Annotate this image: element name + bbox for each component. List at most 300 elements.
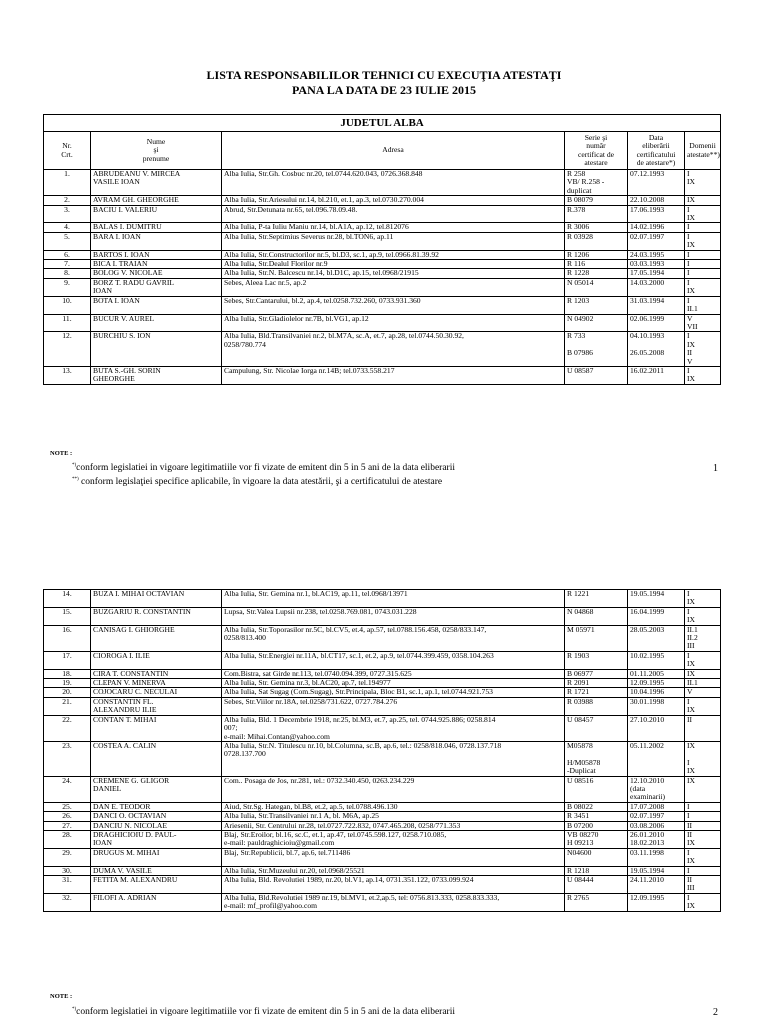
domain-cell xyxy=(685,830,721,848)
nr-cell xyxy=(44,830,91,848)
name-cell xyxy=(91,679,222,688)
nr-cell xyxy=(44,802,91,811)
table-row xyxy=(44,278,721,296)
cell-line: B 07986 xyxy=(567,348,593,358)
nr-cell xyxy=(44,812,91,821)
cell-line: 32. xyxy=(62,893,72,902)
name-cell xyxy=(91,260,222,269)
cell-line: Nume xyxy=(146,136,166,146)
name-cell xyxy=(91,205,222,223)
cert-cell xyxy=(565,802,628,811)
cell-line: 14. xyxy=(62,589,72,598)
cell-line: R 03928 xyxy=(567,232,593,241)
cell-line: 11. xyxy=(62,314,72,323)
county-header: JUDETUL ALBA xyxy=(44,115,721,132)
nr-cell xyxy=(44,715,91,741)
nr-cell xyxy=(44,893,91,911)
col-header-date xyxy=(628,132,685,170)
cell-line: CANISAG I. GHIORGHE xyxy=(93,625,175,634)
cell-line xyxy=(687,750,718,758)
cell-line: 19.05.1994 xyxy=(630,589,665,598)
name-cell xyxy=(91,697,222,715)
cell-line: IX xyxy=(687,741,696,750)
cell-line: Alba Iulia, P-ta Iuliu Maniu nr.14, bl.A1A, ap.12, tel.812076 xyxy=(224,222,409,232)
address-cell xyxy=(222,876,565,894)
address-cell xyxy=(222,821,565,830)
nr-cell xyxy=(44,741,91,776)
cell-line: R 2765 xyxy=(567,893,590,902)
table-row xyxy=(44,651,721,669)
cell-line: BACIU I. VALERIU xyxy=(93,205,158,214)
nr-cell xyxy=(44,776,91,802)
address-cell xyxy=(222,607,565,625)
note-1-page2 xyxy=(72,1007,455,1017)
date-cell xyxy=(628,278,685,296)
cell-line: Alba Iulia, Str. Gemina nr.1, bl.AC19, ap.11, tel.0968/13971 xyxy=(224,589,408,598)
date-cell xyxy=(628,196,685,205)
cell-line: 25. xyxy=(62,802,72,811)
cell-line: 03.03.1993 xyxy=(630,259,665,269)
date-cell xyxy=(628,876,685,894)
date-cell xyxy=(628,679,685,688)
cert-cell xyxy=(565,776,628,802)
cell-line: CONSTANTIN FL. xyxy=(93,697,154,706)
cell-line: R.378 xyxy=(567,205,586,214)
table-row xyxy=(44,625,721,651)
cell-line: II.1 xyxy=(687,304,698,314)
cell-line: 14.02.1996 xyxy=(630,222,665,232)
cell-line: examinarii) xyxy=(630,792,665,802)
cell-line: 26.01.2010 xyxy=(630,830,665,839)
name-cell xyxy=(91,170,222,196)
nr-cell xyxy=(44,296,91,314)
domain-cell xyxy=(685,776,721,802)
table-row xyxy=(44,232,721,250)
table-row xyxy=(44,205,721,223)
cell-line: BUCUR V. AUREL xyxy=(93,314,155,323)
cert-cell xyxy=(565,821,628,830)
cell-line: I xyxy=(687,169,690,178)
date-cell xyxy=(628,260,685,269)
domain-cell xyxy=(685,741,721,776)
cell-line: BURCHIU S. ION xyxy=(93,331,151,341)
name-cell xyxy=(91,607,222,625)
cell-line: Lupsa, Str.Valea Lupsii nr.238, tel.0258.769.081, 0743.031.228 xyxy=(224,607,417,616)
cell-line: I xyxy=(687,802,690,811)
cell-line: Alba Iulia, Str.Transilvaniei nr.1 A, bl. M6A, ap.25 xyxy=(224,811,379,821)
address-cell xyxy=(222,278,565,296)
cell-line: Alba Iulia, Str.Energiei nr.11A, bl.CT17, sc.1, et.2, ap.9, tel.0744.399.459, 0358.104.263 xyxy=(224,651,494,660)
cell-line: R 3451 xyxy=(567,811,590,821)
nr-cell xyxy=(44,232,91,250)
cert-cell xyxy=(565,250,628,259)
address-cell xyxy=(222,170,565,196)
cell-line: I xyxy=(687,232,690,241)
cell-line: R 3006 xyxy=(567,222,590,232)
date-cell xyxy=(628,366,685,384)
name-cell xyxy=(91,876,222,894)
cell-line: R 1203 xyxy=(567,296,590,305)
name-cell xyxy=(91,366,222,384)
cell-line: 28. xyxy=(62,830,72,839)
cert-cell xyxy=(565,296,628,314)
cell-line: Alba Iulia, Str.Septimius Severus nr.28, bl.TON6, ap.11 xyxy=(224,232,394,241)
cell-line: II.1 xyxy=(687,625,698,634)
name-cell xyxy=(91,232,222,250)
cell-line: 007; xyxy=(224,723,238,733)
cert-cell xyxy=(565,332,628,367)
cell-line: IX xyxy=(687,240,696,250)
cell-line: prenume xyxy=(142,153,170,163)
cell-line: 29. xyxy=(62,848,72,857)
domain-cell xyxy=(685,590,721,608)
table-row xyxy=(44,866,721,875)
cell-line: I xyxy=(687,331,690,341)
cell-line: 12. xyxy=(62,331,72,341)
cell-line: Alba Iulia, Bld.Transilvaniei nr.2, bl.M7A, sc.A, et.7, ap.28, tel.0744.50.30.92, xyxy=(224,331,464,341)
name-cell xyxy=(91,830,222,848)
table-row xyxy=(44,590,721,608)
cell-line: I xyxy=(687,366,690,375)
cell-line: BUTA S.-GH. SORIN xyxy=(93,366,161,375)
date-cell xyxy=(628,802,685,811)
cell-line: AVRAM GH. GHEORGHE xyxy=(93,195,179,205)
date-cell xyxy=(628,590,685,608)
name-cell xyxy=(91,625,222,651)
cell-line: R 03988 xyxy=(567,697,593,706)
cert-cell xyxy=(565,223,628,232)
cell-line: B 06977 xyxy=(567,669,593,678)
table-row xyxy=(44,314,721,332)
cell-line: BUZA I. MIHAI OCTAVIAN xyxy=(93,589,185,598)
cell-line: II xyxy=(687,830,693,839)
cell-line: 26. xyxy=(62,811,72,821)
name-cell xyxy=(91,741,222,776)
address-cell xyxy=(222,332,565,367)
cell-line: Alba Iulia, Str.Dealul Florilor nr.9 xyxy=(224,259,328,269)
cell-line: III xyxy=(687,641,695,651)
cell-line: DRUGUS M. MIHAI xyxy=(93,848,160,857)
date-cell xyxy=(628,205,685,223)
domain-cell xyxy=(685,669,721,678)
cell-line: 5. xyxy=(64,232,70,241)
cell-line: I xyxy=(687,250,690,259)
address-cell xyxy=(222,669,565,678)
cell-line: 10.04.1996 xyxy=(630,687,665,697)
cell-line: Sebes, Str.Viilor nr.18A, tel.0258/731.622, 0727.784.276 xyxy=(224,697,398,706)
nr-cell xyxy=(44,590,91,608)
cell-line: V xyxy=(687,314,693,323)
cell-line: Alba Iulia, Str.Constructorilor nr.5, bl.D3, sc.1, ap.9, tel.0966.81.39.92 xyxy=(224,250,439,259)
notes-label: NOTE : xyxy=(50,450,73,457)
cell-line: B 08022 xyxy=(567,802,593,811)
table-row xyxy=(44,812,721,821)
cell-line: 2. xyxy=(64,195,70,205)
name-cell xyxy=(91,590,222,608)
cell-line: 01.11.2005 xyxy=(630,669,664,678)
table-row xyxy=(44,260,721,269)
date-cell xyxy=(628,812,685,821)
address-cell xyxy=(222,590,565,608)
name-cell xyxy=(91,669,222,678)
cell-line: BUZGARIU R. CONSTANTIN xyxy=(93,607,191,616)
cell-line: BOTA I. IOAN xyxy=(93,296,140,305)
cell-line: 03.08.2006 xyxy=(630,821,665,830)
note-1-text: conform legislatiei in vigoare legitimatiile vor fi vizate de emitent din 5 in 5 ani de la data eliberarii xyxy=(76,463,455,474)
cell-line: 03.11.1998 xyxy=(630,848,664,857)
cell-line: 18.02.2013 xyxy=(630,838,665,848)
cell-line: Alba Iulia, Str.Gladiolelor nr.7B, bl.VG1, ap.12 xyxy=(224,314,369,323)
cell-line: VB/ R.258 - xyxy=(567,177,605,187)
nr-cell xyxy=(44,848,91,866)
cell-line: ABRUDEANU V. MIRCEA xyxy=(93,169,181,178)
nr-cell xyxy=(44,269,91,278)
cell-line: 24. xyxy=(62,776,72,785)
address-cell xyxy=(222,314,565,332)
cell-line: DANIEL xyxy=(93,783,122,793)
date-cell xyxy=(628,269,685,278)
cell-line: I xyxy=(687,589,690,598)
cell-line: IOAN xyxy=(93,838,112,848)
cell-line: Alba Iulia, Bld.Revolutiei 1989 nr.19, bl.MV1, et.2,ap.5, tel: 0756.813.333, 0258.833.333, xyxy=(224,893,500,902)
note-2-mark: **) xyxy=(72,477,79,482)
nr-cell xyxy=(44,607,91,625)
cell-line: Alba Iulia, Str.Toporasilor nr.5C, bl.CV5, et.4, ap.57, tel.0788.156.458, 0258/833.147, xyxy=(224,625,487,634)
domain-cell xyxy=(685,269,721,278)
cert-cell xyxy=(565,848,628,866)
page-number-2: 2 xyxy=(713,1007,718,1018)
cell-line: 02.06.1999 xyxy=(630,314,665,323)
table-row xyxy=(44,679,721,688)
domain-cell xyxy=(685,848,721,866)
cell-line: V xyxy=(687,687,693,697)
cell-line: II xyxy=(687,821,693,830)
cell-line: 27. xyxy=(62,821,72,830)
date-cell xyxy=(628,223,685,232)
cell-line: 22. xyxy=(62,715,72,724)
address-cell xyxy=(222,679,565,688)
nr-cell xyxy=(44,821,91,830)
nr-cell xyxy=(44,196,91,205)
table-row xyxy=(44,269,721,278)
date-cell xyxy=(628,170,685,196)
cell-line: U 08516 xyxy=(567,776,594,785)
domain-cell xyxy=(685,802,721,811)
cell-line: I xyxy=(687,811,690,821)
cert-cell xyxy=(565,893,628,911)
date-cell xyxy=(628,332,685,367)
cell-line: IX xyxy=(687,776,696,785)
cell-line: 26.05.2008 xyxy=(630,348,665,358)
cell-line: COSTEA A. CALIN xyxy=(93,741,157,750)
cell-line: III xyxy=(687,883,695,893)
cert-cell xyxy=(565,697,628,715)
date-cell xyxy=(628,625,685,651)
cell-line: I xyxy=(687,259,690,269)
cell-line: 28.05.2003 xyxy=(630,625,665,634)
cell-line: BORZ T. RADU GAVRIL xyxy=(93,278,175,287)
cell-line: Alba Iulia, Str.Ariesului nr.14, bl.210, et.1, ap.3, tel.0730.270.004 xyxy=(224,195,424,205)
date-cell xyxy=(628,232,685,250)
cell-line: IX xyxy=(687,374,696,384)
col-header-cert xyxy=(565,132,628,170)
cell-line: I xyxy=(687,893,690,902)
cell-line: IX xyxy=(687,856,696,866)
cell-line: 22.10.2008 xyxy=(630,195,665,205)
domain-cell xyxy=(685,332,721,367)
cell-line: atestate**) xyxy=(687,149,720,159)
cell-line: IX xyxy=(687,901,696,911)
document-title-line2: PANA LA DATA DE 23 IULIE 2015 xyxy=(291,83,477,97)
table-row xyxy=(44,332,721,367)
cell-line: BARTOS I. IOAN xyxy=(93,250,150,259)
nr-cell xyxy=(44,669,91,678)
cell-line: 23. xyxy=(62,741,72,750)
cell-line: B 07200 xyxy=(567,821,593,830)
cell-line: Adresa xyxy=(382,145,404,155)
address-cell xyxy=(222,866,565,875)
table-row xyxy=(44,893,721,911)
address-cell xyxy=(222,366,565,384)
name-cell xyxy=(91,776,222,802)
name-cell xyxy=(91,269,222,278)
notes-label-page2: NOTE : xyxy=(50,993,73,1000)
cert-cell xyxy=(565,260,628,269)
cell-line: 19.05.1994 xyxy=(630,866,665,875)
table-row xyxy=(44,607,721,625)
nr-cell xyxy=(44,688,91,697)
nr-cell xyxy=(44,876,91,894)
address-cell xyxy=(222,296,565,314)
name-cell xyxy=(91,848,222,866)
table-row xyxy=(44,250,721,259)
cell-line: R 258 xyxy=(567,169,586,178)
cell-line: Domenii xyxy=(689,141,716,151)
cert-cell xyxy=(565,607,628,625)
cell-line: număr xyxy=(586,141,606,151)
address-cell xyxy=(222,205,565,223)
note-1-mark-page2: *) xyxy=(72,1007,77,1012)
cell-line: U 08444 xyxy=(567,875,594,884)
cell-line: II.2 xyxy=(687,633,698,643)
cell-line: atestare xyxy=(584,157,608,167)
cell-line: Aiud, Str.Sg. Hategan, bl.B8, et.2, ap.5, tel.0788.496.130 xyxy=(224,802,398,811)
cell-line: Blaj, Str.Eroilor, bl.16, sc.C, et.1, ap.47, tel.0745.598.127, 0258.710.085, xyxy=(224,830,447,839)
cell-line: VB 08270 xyxy=(567,830,599,839)
cell-line: 27.10.2010 xyxy=(630,715,665,724)
cell-line: I xyxy=(687,268,690,278)
table-row xyxy=(44,821,721,830)
cell-line: CIRA T. CONSTANTIN xyxy=(93,669,169,678)
domain-cell xyxy=(685,651,721,669)
address-cell xyxy=(222,250,565,259)
cert-cell xyxy=(565,232,628,250)
address-cell xyxy=(222,651,565,669)
cert-cell xyxy=(565,205,628,223)
cert-cell xyxy=(565,876,628,894)
cell-line: Ariesenii, Str. Centrului nr.28, tel.0727.722.832, 0747.465.208, 0258/771.353 xyxy=(224,821,461,830)
table-row xyxy=(44,688,721,697)
cell-line: 19. xyxy=(62,678,72,688)
note-2-text: conform legislaţiei specifice aplicabile, în vigoare la data atestării, şi a certificatului de atestare xyxy=(81,477,443,488)
name-cell xyxy=(91,223,222,232)
cell-line: I xyxy=(687,697,690,706)
cell-line: CONTAN T. MIHAI xyxy=(93,715,157,724)
cell-line: Alba Iulia, Str.N. Balcescu nr.14, bl.D1C, ap.15, tel.0968/21915 xyxy=(224,268,419,278)
address-cell xyxy=(222,741,565,776)
cert-cell xyxy=(565,196,628,205)
date-cell xyxy=(628,607,685,625)
cell-line: 9. xyxy=(64,278,70,287)
table-body-page1 xyxy=(44,170,721,385)
nr-cell xyxy=(44,651,91,669)
name-cell xyxy=(91,332,222,367)
cell-line: 30. xyxy=(62,866,72,875)
cell-line: 6. xyxy=(64,250,70,259)
cell-line: e-mail: Mihai.Contan@yahoo.com xyxy=(224,731,330,741)
cert-cell xyxy=(565,625,628,651)
cell-line: II.1 xyxy=(687,678,698,688)
cell-line: CREMENE G. GLIGOR xyxy=(93,776,170,785)
cell-line: IX xyxy=(687,177,696,187)
cell-line: 13. xyxy=(62,366,72,375)
table-body-page2 xyxy=(44,590,721,912)
domain-cell xyxy=(685,366,721,384)
cell-line: H/M05878 xyxy=(567,757,601,767)
cell-line: IX xyxy=(687,213,696,223)
cell-line: 16.02.2011 xyxy=(630,366,664,375)
cell-line: N04600 xyxy=(567,848,592,857)
cell-line: DANCI O. OCTAVIAN xyxy=(93,811,167,821)
cert-cell xyxy=(565,278,628,296)
cell-line: 31.03.1994 xyxy=(630,296,665,305)
cell-line: 05.11.2002 xyxy=(630,741,664,750)
table-row xyxy=(44,830,721,848)
cert-cell xyxy=(565,866,628,875)
cell-line: Alba Iulia, Str.N. Titulescu nr.10, bl.Columna, sc.B, ap.6, tel.: 0258/818.046, 0728.137.718 xyxy=(224,741,502,750)
cert-cell xyxy=(565,715,628,741)
address-cell xyxy=(222,688,565,697)
domain-cell xyxy=(685,250,721,259)
nr-cell xyxy=(44,260,91,269)
cell-line: IX xyxy=(687,286,696,296)
domain-cell xyxy=(685,205,721,223)
cell-line: e-mail: pauldraghicioiu@gmail.com xyxy=(224,838,335,848)
cell-line: 12.10.2010 xyxy=(630,776,665,785)
cell-line: Campulung, Str. Nicolae Iorga nr.14B; tel.0733.558.217 xyxy=(224,366,395,375)
date-cell xyxy=(628,651,685,669)
name-cell xyxy=(91,893,222,911)
cell-line: R 1721 xyxy=(567,687,590,697)
cell-line: 10.02.1995 xyxy=(630,651,665,660)
cell-line: Data xyxy=(648,132,664,142)
table-row xyxy=(44,223,721,232)
cell-line: de atestare*) xyxy=(636,157,676,167)
name-cell xyxy=(91,278,222,296)
cell-line: Crt. xyxy=(61,149,73,159)
domain-cell xyxy=(685,170,721,196)
nr-cell xyxy=(44,205,91,223)
name-cell xyxy=(91,821,222,830)
cell-line: 17.05.1994 xyxy=(630,268,665,278)
cell-line: DAN E. TEODOR xyxy=(93,802,151,811)
cell-line: I xyxy=(687,205,690,214)
domain-cell xyxy=(685,196,721,205)
cell-line: 04.10.1993 xyxy=(630,331,665,341)
name-cell xyxy=(91,802,222,811)
cell-line: ALEXANDRU ILIE xyxy=(93,705,157,715)
cell-line: CIOROGA I. ILIE xyxy=(93,651,150,660)
